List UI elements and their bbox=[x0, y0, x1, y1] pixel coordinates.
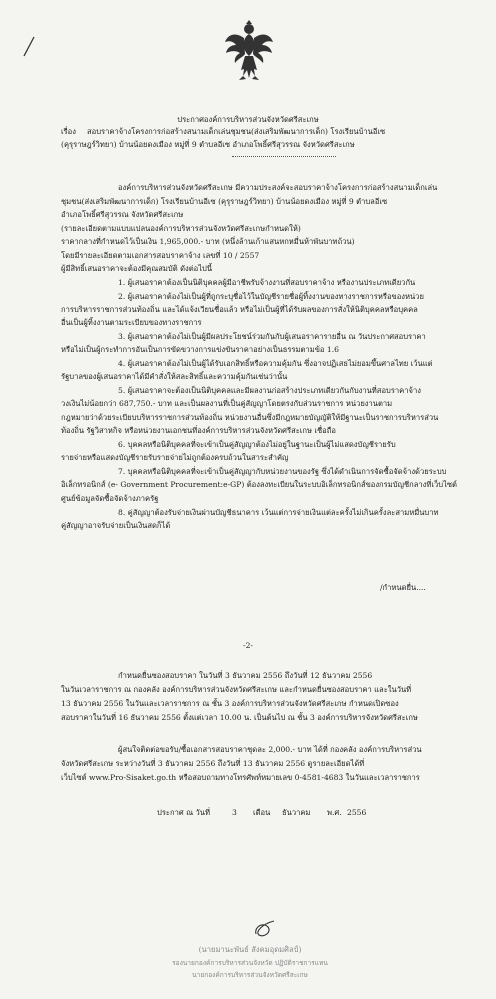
announce-label: ประกาศ ณ วันที่ bbox=[157, 808, 210, 817]
intro-line: องค์การบริหารส่วนจังหวัดศรีสะเกษ มีความประสงค์จะสอบราคาจ้างโครงการก่อสร้างสนามเด็กเล่น bbox=[118, 183, 438, 192]
signature-mark bbox=[250, 918, 280, 942]
condition-line: อิเล็กทรอนิกส์ (e- Government Procurement:e-GP) ต้องลงทะเบียนในระบบอิเล็กทรอนิกส์ของกรมบัญชีกลางที่เว็บไซต์ bbox=[61, 480, 457, 489]
condition-line: คู่สัญญาอาจรับจ่ายเป็นเงินสดก็ได้ bbox=[61, 521, 171, 530]
signer-name: (นายมานะพันธ์ สังคมอุดมศิลป์) bbox=[198, 945, 302, 954]
announce-day: 3 bbox=[232, 808, 237, 817]
condition-line: 4. ผู้เสนอราคาต้องไม่เป็นผู้ได้รับเอกสิทธิ์หรือความคุ้มกัน ซึ่งอาจปฏิเสธไม่ยอมขึ้นศาลไทย เว้นแต่ bbox=[118, 359, 433, 368]
purchase-line: เว็บไซต์ www.Pro-Sisaket.go.th หรือสอบถามทางโทรศัพท์หมายเลข 0-4581-4683 ในวันและเวลาราชการ bbox=[61, 773, 420, 782]
condition-line: รายจ่ายหรือแสดงบัญชีรายรับรายจ่ายไม่ถูกต้องครบถ้วนในสาระสำคัญ bbox=[61, 453, 289, 462]
schedule-line: กำหนดยื่นซองสอบราคา ในวันที่ 3 ธันวาคม 2556 ถึงวันที่ 12 ธันวาคม 2556 bbox=[118, 671, 373, 680]
condition-line: 5. ผู้เสนอราคาจะต้องเป็นนิติบุคคลและมีผลงานก่อสร้างประเภทเดียวกันกับงานที่สอบราคาจ้าง bbox=[118, 386, 421, 395]
subject-underline bbox=[232, 156, 336, 157]
schedule-line: 13 ธันวาคม 2556 ในวันและเวลาราชการ ณ ชั้น 3 องค์การบริหารส่วนจังหวัดศรีสะเกษ กำหนดเปิดซอง bbox=[61, 699, 399, 708]
condition-line: ศูนย์ข้อมูลจัดซื้อจัดจ้างภาครัฐ bbox=[61, 494, 159, 503]
continued-marker: /กำหนดยื่น.... bbox=[380, 583, 426, 592]
subject-line-2: (คุรุราษฎร์วิทยา) บ้านน้อยดงเมือง หมู่ที่ 9 ตำบลอีเซ อำเภอโพธิ์ศรีสุวรรณ จังหวัดศรีสะเกษ bbox=[61, 140, 355, 149]
signer-position-1: รองนายกองค์การบริหารส่วนจังหวัด ปฏิบัติราชการแทน bbox=[172, 959, 328, 967]
condition-line: อื่นเป็นผู้ทิ้งงานตามระเบียบของทางราชการ bbox=[61, 318, 202, 327]
announce-month-label: เดือน bbox=[253, 808, 271, 817]
condition-line: ท้องถิ่น รัฐวิสาหกิจ หรือหน่วยงานเอกชนที่องค์การบริหารส่วนจังหวัดศรีสะเกษ เชื่อถือ bbox=[61, 426, 336, 435]
announce-year: 2556 bbox=[347, 808, 367, 817]
condition-line: 3. ผู้เสนอราคาต้องไม่เป็นผู้มีผลประโยชน์ร่วมกันกับผู้เสนอราคารายอื่น ณ วันประกาศสอบราคา bbox=[118, 332, 426, 341]
signer-position-2: นายกองค์การบริหารส่วนจังหวัดศรีสะเกษ bbox=[192, 971, 308, 979]
subject-line-1: สอบราคาจ้างโครงการก่อสร้างสนามเด็กเล่นชุมชน(ส่งเสริมพัฒนาการเด็ก) โรงเรียนบ้านอีเซ bbox=[87, 127, 386, 136]
announcement-title: ประกาศองค์การบริหารส่วนจังหวัดศรีสะเกษ bbox=[177, 115, 319, 124]
pen-mark bbox=[22, 36, 36, 58]
announce-month: ธันวาคม bbox=[282, 808, 311, 817]
purchase-line: จังหวัดศรีสะเกษ ระหว่างวันที่ 3 ธันวาคม 2556 ถึงวันที่ 13 ธันวาคม 2556 ดูรายละเอียดได้ที่ bbox=[61, 759, 365, 768]
condition-line: 8. คู่สัญญาต้องรับจ่ายเงินผ่านบัญชีธนาคาร เว้นแต่การจ่ายเงินแต่ละครั้งไม่เกินครั้งละสามหมื่นบาท bbox=[118, 508, 439, 517]
condition-line: การบริหารราชการส่วนท้องถิ่น และได้แจ้งเวียนชื่อแล้ว หรือไม่เป็นผู้ที่ได้รับผลของการสั่งให้นิติบุคคลหรือบุคคล bbox=[61, 305, 418, 314]
condition-line: วงเงินไม่น้อยกว่า 687,750.- บาท และเป็นผลงานที่เป็นคู่สัญญาโดยตรงกับส่วนราชการ หน่วยงานตาม bbox=[61, 399, 393, 408]
intro-line: (รายละเอียดตามแบบแปลนองค์การบริหารส่วนจังหวัดศรีสะเกษกำหนดให้) bbox=[61, 224, 301, 233]
condition-line: 2. ผู้เสนอราคาต้องไม่เป็นผู้ที่ถูกระบุชื่อไว้ในบัญชีรายชื่อผู้ทิ้งงานของทางราชการหรือของหน่วย bbox=[118, 292, 424, 301]
garuda-emblem-icon bbox=[224, 20, 274, 82]
announce-year-label: พ.ศ. bbox=[327, 808, 342, 817]
page-number: -2- bbox=[243, 641, 253, 650]
condition-line: 7. บุคคลหรือนิติบุคคลที่จะเข้าเป็นคู่สัญญากับหน่วยงานของรัฐ ซึ่งได้ดำเนินการจัดซื้อจัดจ้างด้วยระบบ bbox=[118, 467, 447, 476]
intro-line: ราคากลางที่กำหนดไว้เป็นเงิน 1,965,000.- บาท (หนึ่งล้านเก้าแสนหกหมื่นห้าพันบาทถ้วน) bbox=[61, 237, 355, 246]
intro-line: ชุมชน(ส่งเสริมพัฒนาการเด็ก) โรงเรียนบ้านอีเซ (คุรุราษฎร์วิทยา) บ้านน้อยดงเมือง หมู่ที่ 9 ตำบลอีเซ bbox=[61, 197, 388, 206]
schedule-line: สอบราคาในวันที่ 16 ธันวาคม 2556 ตั้งแต่เวลา 10.00 น. เป็นต้นไป ณ ชั้น 3 องค์การบริหารจังหวัดศรีสะเกษ bbox=[61, 713, 418, 722]
condition-line: 1. ผู้เสนอราคาต้องเป็นนิติบุคคลผู้มีอาชีพรับจ้างงานที่สอบราคาจ้าง หรืองานประเภทเดียวกัน bbox=[118, 278, 416, 287]
condition-line: 6. บุคคลหรือนิติบุคคลที่จะเข้าเป็นคู่สัญญาต้องไม่อยู่ในฐานะเป็นผู้ไม่แสดงบัญชีรายรับ bbox=[118, 440, 396, 449]
subject-label: เรื่อง bbox=[61, 127, 76, 136]
intro-line: ผู้มีสิทธิ์เสนอราคาจะต้องมีคุณสมบัติ ดังต่อไปนี้ bbox=[61, 264, 213, 273]
condition-line: รัฐบาลของผู้เสนอราคาได้มีคำสั่งให้สละสิทธิ์และความคุ้มกันเช่นว่านั้น bbox=[61, 372, 288, 381]
intro-line: โดยมีรายละเอียดตามเอกสารสอบราคาจ้าง เลขที่ 10 / 2557 bbox=[61, 251, 260, 260]
condition-line: กฎหมายว่าด้วยระเบียบบริหารราชการส่วนท้องถิ่น หน่วยงานอื่นซึ่งมีกฎหมายบัญญัติให้มีฐานะเป็นราชการบริหารส่วน bbox=[61, 413, 439, 422]
purchase-line: ผู้สนใจติดต่อขอรับ/ซื้อเอกสารสอบราคาชุดละ 2,000.- บาท ได้ที่ กองคลัง องค์การบริหารส่วน bbox=[118, 745, 422, 754]
condition-line: หรือไม่เป็นผู้กระทำการอันเป็นการขัดขวางการแข่งขันราคาอย่างเป็นธรรมตามข้อ 1.6 bbox=[61, 345, 339, 354]
intro-line: อำเภอโพธิ์ศรีสุวรรณ จังหวัดศรีสะเกษ bbox=[61, 210, 184, 219]
schedule-line: ในวันเวลาราชการ ณ กองคลัง องค์การบริหารส่วนจังหวัดศรีสะเกษ และกำหนดยื่นซองสอบราคา และในวันที่ bbox=[61, 685, 412, 694]
